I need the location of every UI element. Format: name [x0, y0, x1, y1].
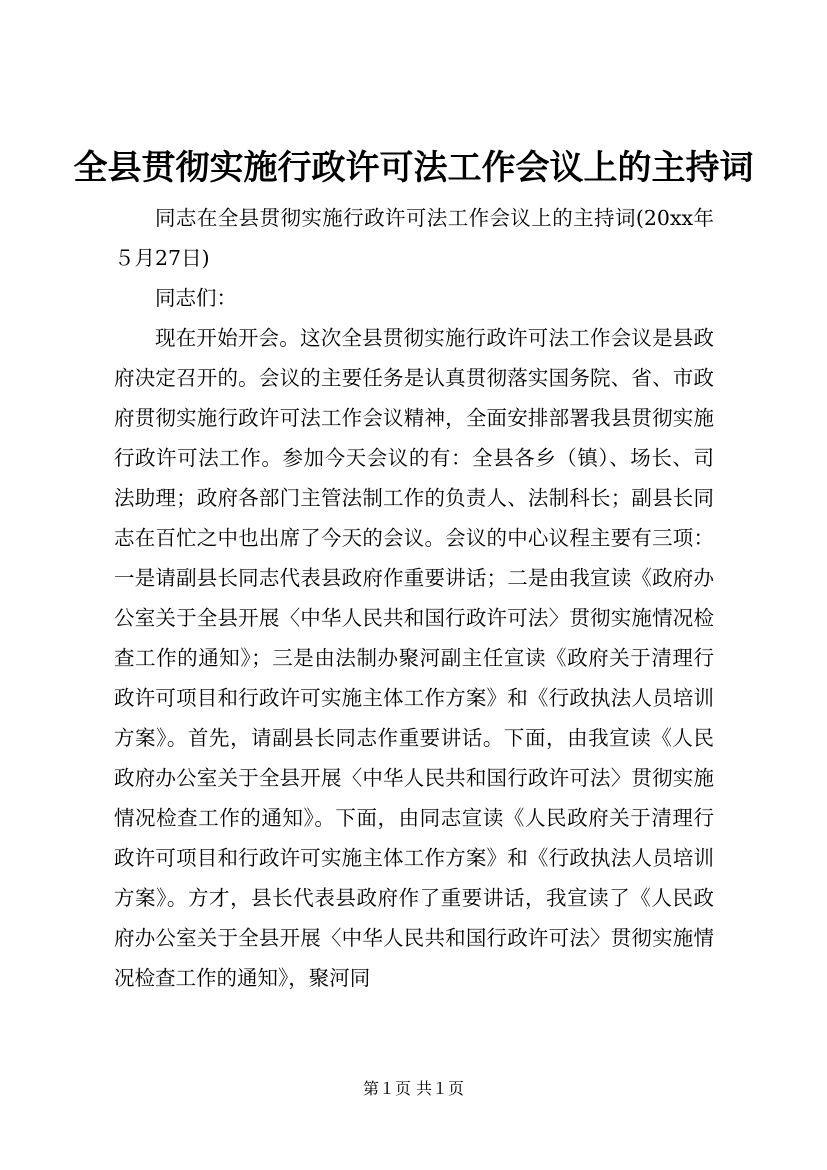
paragraph-salutation: 同志们： [155, 286, 237, 310]
page-number-footer: 第１页 共１页 [362, 1079, 465, 1098]
paragraph-heading-line: 同志在全县贯彻实施行政许可法工作会议上的主持词(20xx年５月27日) [114, 206, 714, 270]
document-title: 全县贯彻实施行政许可法工作会议上的主持词 [73, 148, 754, 188]
paragraph-main: 现在开始开会。这次全县贯彻实施行政许可法工作会议是县政府决定召开的。会议的主要任务是认真贯彻落实国务院、省、市政府贯彻实施行政许可法工作会议精神，全面安排部署我县贯彻实施行政许可法工作。参加今天会议的有：全县各乡（镇）、场长、司法助理；政府各部门主管法制工作的负责人、法制科长；副县长同志在百忙之中也出席了今天的会议。会议的中心议程主要有三项：一是请副县长同志代表县政府作重要讲话；二是由我宣读《政府办公室关于全县开展〈中华人民共和国行政许可法〉贯彻实施情况检查工作的通知》；三是由法制办聚河副主任宣读《政府关于清理行政许可项目和行政许可实施主体工作方案》和《行政执法人员培训方案》。首先，请副县长同志作重要讲话。下面，由我宣读《人民政府办公室关于全县开展〈中华人民共和国行政许可法〉贯彻实施情况检查工作的通知》。下面，由同志宣读《人民政府关于清理行政许可项目和行政许可实施主体工作方案》和《行政执法人员培训方案》。方才，县长代表县政府作了重要讲话，我宣读了《人民政府办公室关于全县开展〈中华人民共和国行政许可法〉贯彻实施情况检查工作的通知》，聚河同 [114, 326, 714, 990]
document-body [114, 198, 714, 998]
